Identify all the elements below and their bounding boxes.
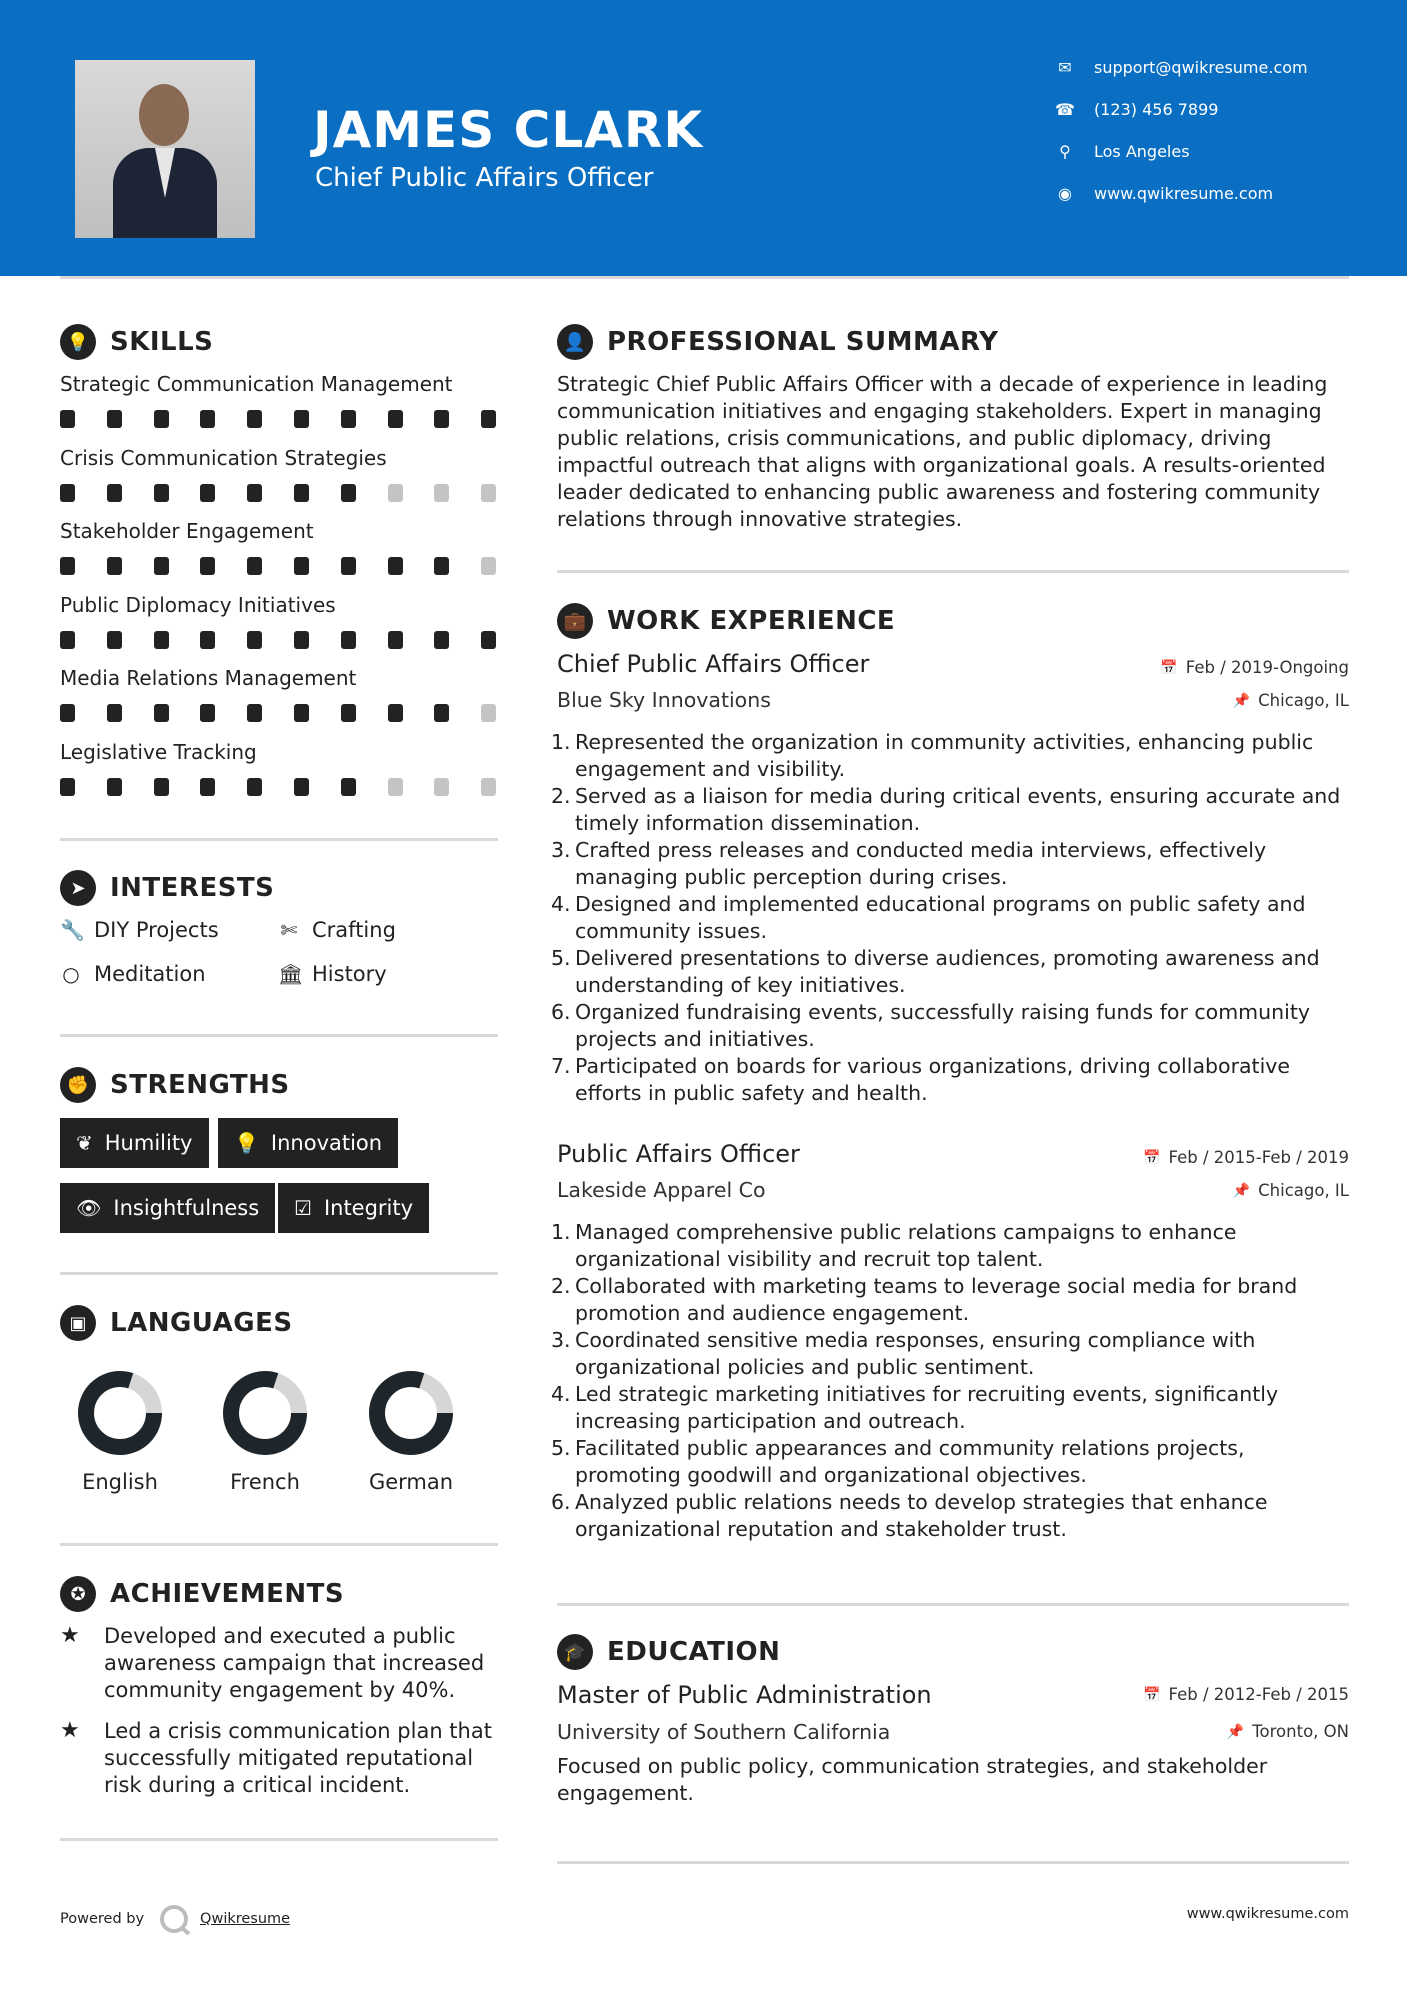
skill-item (60, 446, 500, 470)
skill-rating (60, 557, 500, 575)
education-location (1227, 1722, 1349, 1741)
strength-label: Integrity (323, 1196, 414, 1220)
achievements-heading (60, 1576, 344, 1612)
star-icon: ★ (60, 1718, 80, 1743)
bullet-text: Collaborated with marketing teams to leverage social media for brand promotion and audience engagement. (575, 1274, 1298, 1325)
footer-powered-by (60, 1905, 290, 1933)
bullet-text: Organized fundraising events, successfully raising funds for community projects and initiatives. (575, 1000, 1311, 1051)
job-date-text: Feb / 2015-Feb / 2019 (1168, 1148, 1349, 1167)
skill-dot-empty (481, 704, 496, 722)
skill-dot-filled (154, 631, 169, 649)
bullet-number: 4. (551, 1382, 571, 1406)
job-bullet (551, 1327, 1349, 1381)
skill-dot-filled (247, 704, 262, 722)
divider (557, 1861, 1349, 1864)
candidate-title: Chief Public Affairs Officer (315, 163, 654, 193)
skill-item (60, 593, 500, 617)
interests-heading-label: INTERESTS (110, 873, 275, 903)
languages-heading (60, 1305, 293, 1341)
job-date (1160, 658, 1349, 677)
bullet-text: Coordinated sensitive media responses, ensuring compliance with organizational policies and public sentiment. (575, 1328, 1256, 1379)
skill-dot-filled (294, 484, 309, 502)
skill-name: Crisis Communication Strategies (60, 445, 387, 470)
job-bullet (551, 1489, 1349, 1543)
job-location (1233, 691, 1349, 710)
skill-dot-empty (434, 484, 449, 502)
skill-dot-filled (154, 484, 169, 502)
bullet-text: Facilitated public appearances and community relations projects, promoting goodwill and organizational objectives. (575, 1436, 1245, 1487)
skill-dot-filled (154, 704, 169, 722)
bullet-number: 3. (551, 1328, 571, 1352)
bullet-text: Represented the organization in community activities, enhancing public engagement and visibility. (575, 730, 1314, 781)
envelope-icon: ✉ (1058, 58, 1072, 77)
skill-rating (60, 484, 500, 502)
strengths-heading-label: STRENGTHS (110, 1070, 290, 1100)
bullet-text: Participated on boards for various organizations, driving collaborative efforts in public safety and health. (575, 1054, 1291, 1105)
skill-dot-filled (247, 778, 262, 796)
skill-dot-filled (107, 557, 122, 575)
strength-tag (218, 1118, 398, 1168)
skill-dot-filled (434, 410, 449, 428)
divider (60, 838, 498, 841)
lightbulb-icon: 💡 (60, 324, 96, 360)
lightbulb-icon: 💡 (234, 1131, 259, 1155)
education-heading-label: EDUCATION (607, 1637, 781, 1667)
skill-dot-filled (107, 778, 122, 796)
header-divider (60, 276, 1349, 279)
bullet-text: Served as a liaison for media during critical events, ensuring accurate and timely information dissemination. (575, 784, 1341, 835)
summary-text: Strategic Chief Public Affairs Officer with a decade of experience in leading communication initiatives and engaging stakeholders. Expert in managing public relations, crisis communications, and public diplomacy, driving impactful outreach that aligns with organizational goals. A results-oriented leader dedicated to enhancing public awareness and fostering community relations through innovative strategies. (557, 372, 1328, 531)
briefcase-icon: 💼 (557, 603, 593, 639)
bullet-text: Designed and implemented educational programs on public safety and community issues. (575, 892, 1306, 943)
skill-rating (60, 778, 500, 796)
skill-dot-filled (60, 557, 75, 575)
skill-dot-filled (341, 778, 356, 796)
language-name: English (82, 1470, 158, 1494)
job-date-text: Feb / 2019-Ongoing (1185, 658, 1349, 677)
globe-icon: ◉ (1058, 184, 1072, 203)
qwikresume-link[interactable]: Qwikresume (200, 1911, 291, 1927)
skill-dot-filled (60, 778, 75, 796)
powered-by-label: Powered by (60, 1911, 145, 1927)
contact-email-text: support@qwikresume.com (1094, 58, 1308, 77)
bullet-number: 4. (551, 892, 571, 916)
qwikresume-logo-icon (160, 1905, 188, 1933)
user-icon: 👤 (557, 324, 593, 360)
language-item (200, 1368, 330, 1494)
language-donut (75, 1368, 165, 1458)
interest-item (60, 962, 206, 986)
skill-dot-filled (341, 631, 356, 649)
skill-dot-filled (154, 557, 169, 575)
strength-label: Humility (104, 1131, 193, 1155)
job-bullet (551, 729, 1349, 783)
contact-location-text: Los Angeles (1094, 142, 1190, 161)
star-badge-icon: ✪ (60, 1576, 96, 1612)
bank-icon: 🏛 (278, 962, 304, 986)
language-name: German (368, 1470, 454, 1494)
graduate-icon: 🎓 (557, 1634, 593, 1670)
calendar-icon: 📅 (1160, 659, 1178, 676)
footer-website[interactable]: www.qwikresume.com (1186, 1906, 1349, 1922)
achievement-text: Developed and executed a public awareness campaign that increased community engagement by 40%. (104, 1624, 485, 1702)
divider (60, 1272, 498, 1275)
pin-icon: 📌 (1226, 1723, 1245, 1740)
skill-dot-filled (294, 631, 309, 649)
skill-dot-filled (294, 410, 309, 428)
languages-heading-label: LANGUAGES (110, 1308, 293, 1338)
skill-name: Strategic Communication Management (60, 372, 453, 396)
skill-dot-filled (200, 631, 215, 649)
bullet-text: Managed comprehensive public relations campaigns to enhance organizational visibility and recruit top talent. (575, 1220, 1237, 1271)
skill-dot-filled (247, 557, 262, 575)
divider (60, 1543, 498, 1546)
interest-item (60, 918, 219, 942)
job-bullets (551, 1219, 1349, 1543)
skill-dot-filled (154, 778, 169, 796)
leaf-icon: ❦ (76, 1131, 93, 1155)
skill-item (60, 740, 500, 764)
job-date (1143, 1148, 1349, 1167)
bullet-number: 3. (551, 838, 571, 862)
achievement-item (60, 1718, 500, 1799)
skill-dot-filled (154, 410, 169, 428)
skill-item (60, 666, 500, 690)
interest-label: Meditation (94, 962, 206, 986)
skill-name: Legislative Tracking (60, 739, 257, 764)
language-name: French (230, 1470, 300, 1494)
skill-dot-filled (200, 704, 215, 722)
pin-icon: 📌 (1232, 1182, 1251, 1199)
bullet-number: 6. (551, 1490, 571, 1514)
language-donut (220, 1368, 310, 1458)
job-bullet (551, 1053, 1349, 1107)
skill-dot-filled (388, 557, 403, 575)
skill-dot-filled (60, 631, 75, 649)
bullet-number: 1. (551, 1220, 571, 1244)
summary-heading (557, 324, 998, 360)
bullet-text: Crafted press releases and conducted media interviews, effectively managing public perception during crises. (575, 838, 1267, 889)
bullet-number: 7. (551, 1054, 571, 1078)
skill-dot-filled (247, 484, 262, 502)
skill-dot-empty (481, 484, 496, 502)
skill-dot-filled (294, 778, 309, 796)
job-bullet (551, 1381, 1349, 1435)
skill-rating (60, 410, 500, 428)
bullet-number: 1. (551, 730, 571, 754)
divider (557, 570, 1349, 573)
skill-dot-empty (434, 778, 449, 796)
job-location-text: Chicago, IL (1258, 1181, 1349, 1200)
bullet-number: 2. (551, 784, 571, 808)
strength-tag (60, 1118, 209, 1168)
interest-label: Crafting (312, 918, 396, 942)
bullet-number: 6. (551, 1000, 571, 1024)
skill-item (60, 519, 500, 543)
job-title: Chief Public Affairs Officer (557, 650, 870, 678)
candidate-name: JAMES CLARK (313, 101, 704, 159)
language-item (346, 1368, 476, 1494)
divider (60, 1034, 498, 1037)
skill-dot-filled (60, 704, 75, 722)
skill-dot-empty (388, 778, 403, 796)
bullet-text: Led strategic marketing initiatives for recruiting events, significantly increasing participation and outreach. (575, 1382, 1279, 1433)
divider (60, 1838, 498, 1841)
skill-dot-empty (481, 778, 496, 796)
pin-icon: 📌 (1232, 692, 1251, 709)
job-company: Lakeside Apparel Co (557, 1178, 766, 1202)
interest-item (278, 918, 396, 942)
divider (557, 1603, 1349, 1606)
education-location-text: Toronto, ON (1252, 1722, 1349, 1741)
language-donut (366, 1368, 456, 1458)
phone-icon: ☎ (1055, 100, 1075, 119)
job-title: Public Affairs Officer (557, 1140, 800, 1168)
interest-item (278, 962, 387, 986)
skill-rating (60, 631, 500, 649)
experience-heading (557, 603, 895, 639)
job-bullet (551, 783, 1349, 837)
contact-email[interactable] (1054, 58, 1308, 77)
contact-website[interactable] (1054, 184, 1273, 203)
skill-dot-filled (294, 557, 309, 575)
skill-dot-filled (294, 704, 309, 722)
skill-dot-filled (434, 631, 449, 649)
summary-heading-label: PROFESSIONAL SUMMARY (607, 327, 999, 357)
skill-dot-empty (388, 484, 403, 502)
skill-dot-filled (247, 410, 262, 428)
achievement-text: Led a crisis communication plan that successfully mitigated reputational risk during a critical incident. (104, 1719, 492, 1797)
education-school: University of Southern California (557, 1720, 891, 1744)
calendar-icon: 📅 (1143, 1149, 1161, 1166)
interests-heading (60, 870, 274, 906)
check-square-icon: ☑ (294, 1196, 312, 1220)
language-item (55, 1368, 185, 1494)
id-card-icon: ▣ (60, 1305, 96, 1341)
skill-dot-filled (200, 410, 215, 428)
job-bullet (551, 1219, 1349, 1273)
job-company: Blue Sky Innovations (557, 688, 771, 712)
skill-dot-filled (107, 704, 122, 722)
scissors-icon: ✄ (280, 918, 298, 942)
skill-dot-filled (388, 410, 403, 428)
header-banner (0, 0, 1407, 276)
fist-icon: ✊ (60, 1067, 96, 1103)
strength-tag (60, 1183, 275, 1233)
interest-label: History (312, 962, 387, 986)
strengths-heading (60, 1067, 290, 1103)
skill-dot-filled (481, 410, 496, 428)
contact-phone-text: (123) 456 7899 (1094, 100, 1219, 119)
profile-photo (75, 60, 255, 238)
eye-icon: 👁 (76, 1196, 102, 1220)
skills-heading (60, 324, 213, 360)
skill-item (60, 372, 500, 396)
job-bullet (551, 945, 1349, 999)
skills-heading-label: SKILLS (110, 327, 214, 357)
skill-dot-filled (107, 631, 122, 649)
strength-tag (278, 1183, 429, 1233)
skill-dot-filled (481, 631, 496, 649)
skill-rating (60, 704, 500, 722)
interest-label: DIY Projects (94, 918, 219, 942)
job-bullet (551, 837, 1349, 891)
job-bullet (551, 1435, 1349, 1489)
skill-dot-filled (247, 631, 262, 649)
contact-website-text: www.qwikresume.com (1094, 184, 1274, 203)
skill-dot-filled (341, 704, 356, 722)
strength-label: Innovation (270, 1131, 383, 1155)
wrench-icon: 🔧 (60, 918, 85, 942)
skill-dot-empty (481, 557, 496, 575)
skill-dot-filled (434, 557, 449, 575)
job-location (1233, 1181, 1349, 1200)
star-icon: ★ (60, 1623, 80, 1648)
contact-phone (1054, 100, 1218, 119)
skill-dot-filled (60, 410, 75, 428)
skill-dot-filled (200, 484, 215, 502)
education-date-text: Feb / 2012-Feb / 2015 (1168, 1685, 1349, 1704)
strength-label: Insightfulness (113, 1196, 260, 1220)
education-date (1143, 1685, 1349, 1704)
skill-dot-filled (388, 704, 403, 722)
skill-name: Public Diplomacy Initiatives (60, 592, 336, 617)
skill-dot-filled (341, 484, 356, 502)
education-heading (557, 1634, 780, 1670)
skill-name: Stakeholder Engagement (60, 519, 314, 543)
bullet-text: Delivered presentations to diverse audiences, promoting awareness and understanding of key initiatives. (575, 946, 1320, 997)
contact-location (1054, 142, 1190, 161)
skill-dot-filled (388, 631, 403, 649)
bullet-number: 5. (551, 946, 571, 970)
job-bullets (551, 729, 1349, 1107)
achievement-item (60, 1623, 500, 1704)
bullet-number: 5. (551, 1436, 571, 1460)
achievements-heading-label: ACHIEVEMENTS (110, 1579, 345, 1609)
circle-icon: ○ (62, 962, 80, 986)
skill-name: Media Relations Management (60, 666, 357, 690)
paper-plane-icon: ➤ (60, 870, 96, 906)
education-description: Focused on public policy, communication strategies, and stakeholder engagement. (557, 1754, 1268, 1805)
calendar-icon: 📅 (1143, 1686, 1161, 1703)
skill-dot-filled (434, 704, 449, 722)
skill-dot-filled (341, 410, 356, 428)
skill-dot-filled (107, 484, 122, 502)
bullet-text: Analyzed public relations needs to develop strategies that enhance organizational reputation and stakeholder trust. (575, 1490, 1268, 1541)
map-marker-icon: ⚲ (1059, 142, 1071, 161)
skill-dot-filled (60, 484, 75, 502)
education-degree: Master of Public Administration (557, 1681, 932, 1709)
job-bullet (551, 891, 1349, 945)
skill-dot-filled (107, 410, 122, 428)
job-bullet (551, 999, 1349, 1053)
job-bullet (551, 1273, 1349, 1327)
bullet-number: 2. (551, 1274, 571, 1298)
experience-heading-label: WORK EXPERIENCE (607, 606, 896, 636)
skill-dot-filled (200, 557, 215, 575)
skill-dot-filled (341, 557, 356, 575)
job-location-text: Chicago, IL (1258, 691, 1349, 710)
skill-dot-filled (200, 778, 215, 796)
